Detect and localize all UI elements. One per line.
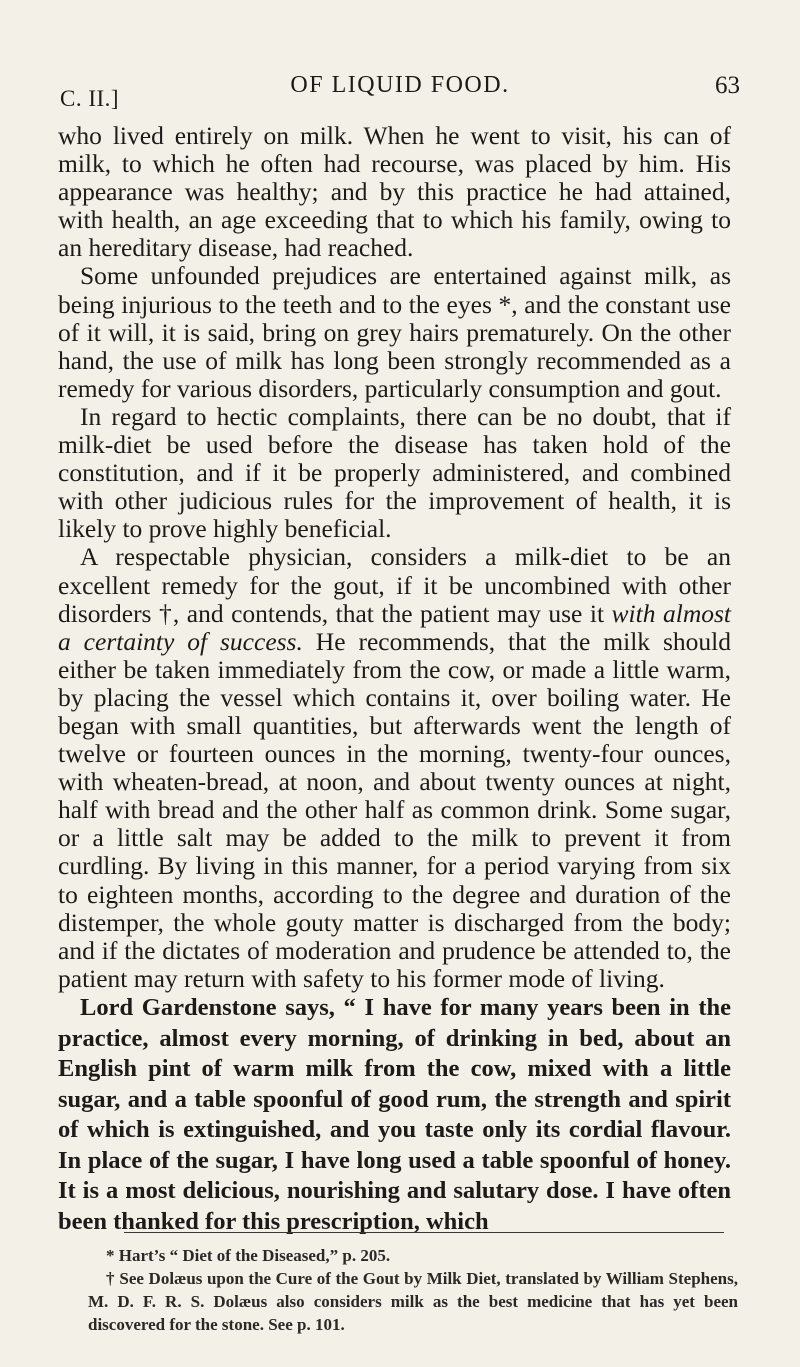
page-number: 63 — [715, 72, 740, 99]
paragraph-1: who lived entirely on milk. When he went to visit, his can of milk, to which he often had recourse, was placed by him. His appearance was healthy; and by this practice he had attained, with health, an age exceeding that to which his family, owing to an hereditary disease, had reached. — [58, 121, 731, 263]
chapter-marker: C. II.] — [60, 86, 120, 111]
paragraph-5: Lord Gardenstone says, “ I have for many years been in the practice, almost every morning, of drinking in bed, about an English pint of warm milk from the cow, mixed with a little sugar, and a table spoonful of good rum, the strength and spirit of which is extinguished, and you taste only its cordial flavour. In place of the sugar, I have long used a table spoonful of honey. It is a most delicious, nourishing and salutary dose. I have often been thanked for this prescription, which — [58, 993, 731, 1236]
footnotes — [88, 1244, 738, 1336]
running-title: OF LIQUID FOOD. — [290, 72, 510, 98]
footnote-rule — [124, 1232, 724, 1233]
running-header — [60, 72, 740, 112]
paragraph-3: In regard to hectic complaints, there can be no doubt, that if milk-diet be used before the disease has taken hold of the constitution, and if it be properly administered, and combined with other judicious rules for the improvement of health, it is likely to prove highly beneficial. — [58, 401, 731, 544]
paragraph-4-italic: with almost a certainty of success. — [58, 598, 731, 656]
body-text — [58, 122, 731, 1238]
paragraph-4-text-b: He recommends, that the milk should either be taken immediately from the cow, or made a little warm, by placing the vessel which contains it, over boiling water. He began with small quantities, but afterwards went the length of twelve or fourteen ounces in the morning, twenty-four ounces, with wheaten-bread, at noon, and about twenty ounces at night, half with bread and the other half as common drink. Some sugar, or a little salt may be added to the milk to prevent it from curdling. By living in this manner, for a period varying from six to eighteen months, according to the degree and duration of the distemper, the whole gouty matter is discharged from the body; and if the dictates of moderation and prudence be attended to, the patient may return with safety to his former mode of living. — [58, 626, 731, 993]
paragraph-2: Some unfounded prejudices are entertained against milk, as being injurious to the teeth and to the eyes *, and the constant use of it will, it is said, bring on grey hairs prematurely. On the other hand, the use of milk has long been strongly recommended as a remedy for various disorders, particularly consumption and gout. — [58, 261, 731, 403]
footnote-2: † See Dolæus upon the Cure of the Gout by Milk Diet, translated by William Stephens, M. D. F. R. S. Dolæus also considers milk as the best medicine that has yet been discovered for the stone. See p. 101. — [88, 1269, 738, 1334]
paragraph-4 — [58, 543, 731, 993]
paragraph-4-text-a: A respectable physician, considers a milk-diet to be an excellent remedy for the gout, if it be uncombined with other disorders †, and contends, that the patient may use it — [58, 542, 731, 628]
footnote-1: * Hart’s “ Diet of the Diseased,” p. 205. — [106, 1246, 391, 1265]
